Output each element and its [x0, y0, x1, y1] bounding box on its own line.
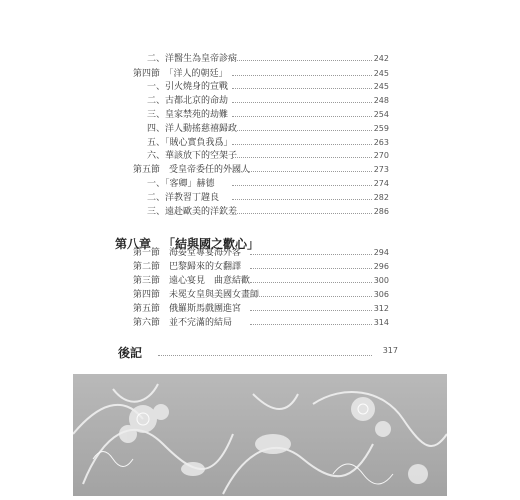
toc-entry-label: 第六節 並不完滿的結局: [133, 318, 233, 328]
toc-entry[interactable]: [0, 316, 520, 330]
toc-entry-page: 306: [373, 290, 389, 299]
toc-entry-page: 270: [373, 151, 389, 160]
toc-entry-page: 300: [373, 276, 389, 285]
leader-dots: [232, 116, 372, 117]
toc-entry[interactable]: [0, 136, 520, 150]
toc-entry-page: 242: [373, 54, 389, 63]
toc-entry-label: 一、「客卿」赫德: [147, 179, 215, 189]
toc-entry-label: 第五節 受皇帝委任的外國人: [133, 165, 251, 175]
floral-ornament-graphic: [73, 374, 447, 496]
afterword-page: 317: [382, 346, 398, 355]
leader-dots: [232, 213, 372, 214]
decorative-floral-band: [73, 374, 447, 496]
toc-entry[interactable]: [0, 108, 520, 122]
toc-entry-label: 第二節 巴黎歸來的女翻譯: [133, 262, 242, 272]
toc-entry-label: 第四節 「洋人的朝廷」: [133, 69, 228, 79]
chapter-title: 「結與國之歡心」: [163, 237, 260, 251]
leader-dots: [232, 130, 372, 131]
leader-dots: [232, 60, 372, 61]
toc-entry-label: 第四節 未冕女皇與美國女畫師: [133, 290, 260, 300]
leader-dots: [250, 310, 372, 311]
toc-entry[interactable]: [0, 191, 520, 205]
toc-entry[interactable]: [0, 177, 520, 191]
toc-entry-page: 263: [373, 138, 389, 147]
toc-entry-page: 314: [373, 318, 389, 327]
toc-entry-page: 286: [373, 207, 389, 216]
toc-entry[interactable]: [0, 274, 520, 288]
toc-entry-label: 三、遠赴歐美的洋欽差: [147, 207, 238, 217]
leader-dots: [232, 185, 372, 186]
afterword-label: 後記: [118, 346, 143, 360]
leader-dots: [250, 268, 372, 269]
toc-entry-page: 274: [373, 179, 389, 188]
toc-entry-page: 259: [373, 124, 389, 133]
toc-entry-page: 254: [373, 110, 389, 119]
toc-entry-page: 312: [373, 304, 389, 313]
toc-entry[interactable]: [0, 288, 520, 302]
toc-entry[interactable]: [0, 67, 520, 81]
chapter-number: 第八章: [115, 237, 152, 251]
toc-entry-label: 二、古都北京的命劫: [147, 96, 229, 106]
toc-entry-page: 282: [373, 193, 389, 202]
toc-entry[interactable]: [0, 80, 520, 94]
leader-dots: [232, 157, 372, 158]
toc-entry[interactable]: [0, 94, 520, 108]
leader-dots: [232, 171, 372, 172]
toc-entry-page: 248: [373, 96, 389, 105]
toc-entry[interactable]: [0, 52, 520, 66]
chapter-heading: [115, 235, 259, 252]
toc-entry[interactable]: [0, 163, 520, 177]
leader-dots: [232, 75, 372, 76]
leader-dots: [158, 355, 372, 356]
leader-dots: [232, 199, 372, 200]
toc-entry-label: 一、引火燒身的宣戰: [147, 82, 229, 92]
leader-dots: [250, 282, 372, 283]
toc-entry-label: 第五節 俄羅斯馬戲團進宮: [133, 304, 242, 314]
toc-entry[interactable]: [0, 246, 520, 260]
toc-entry-label: 四、洋人動搖慈禧歸政: [147, 124, 238, 134]
toc-entry[interactable]: [0, 122, 520, 136]
toc-entry-label: 二、洋教習丁韙良: [147, 193, 220, 203]
toc-entry[interactable]: [0, 260, 520, 274]
toc-entry-label: 二、洋醫生為皇帝診病: [147, 54, 238, 64]
toc-entry-label: 第一節 海晏堂專宴海外客: [133, 248, 242, 258]
toc-entry-page: 296: [373, 262, 389, 271]
toc-entry-label: 五、「賊心實負我爲」: [147, 138, 233, 148]
toc-entry-label: 第三節 遠心宴見 曲意結歡: [133, 276, 251, 286]
toc-entry-label: 六、華該放下的空架子: [147, 151, 238, 161]
toc-entry-page: 294: [373, 248, 389, 257]
leader-dots: [232, 144, 372, 145]
toc-entry[interactable]: [0, 302, 520, 316]
leader-dots: [232, 88, 372, 89]
toc-entry[interactable]: [0, 149, 520, 163]
leader-dots: [232, 102, 372, 103]
toc-entry-page: 273: [373, 165, 389, 174]
leader-dots: [250, 296, 372, 297]
leader-dots: [250, 254, 372, 255]
toc-entry[interactable]: [0, 205, 520, 219]
leader-dots: [250, 324, 372, 325]
toc-entry-page: 245: [373, 82, 389, 91]
toc-entry-page: 245: [373, 69, 389, 78]
afterword-entry[interactable]: [118, 344, 398, 360]
toc-entry-label: 三、皇家禁苑的劫難: [147, 110, 229, 120]
